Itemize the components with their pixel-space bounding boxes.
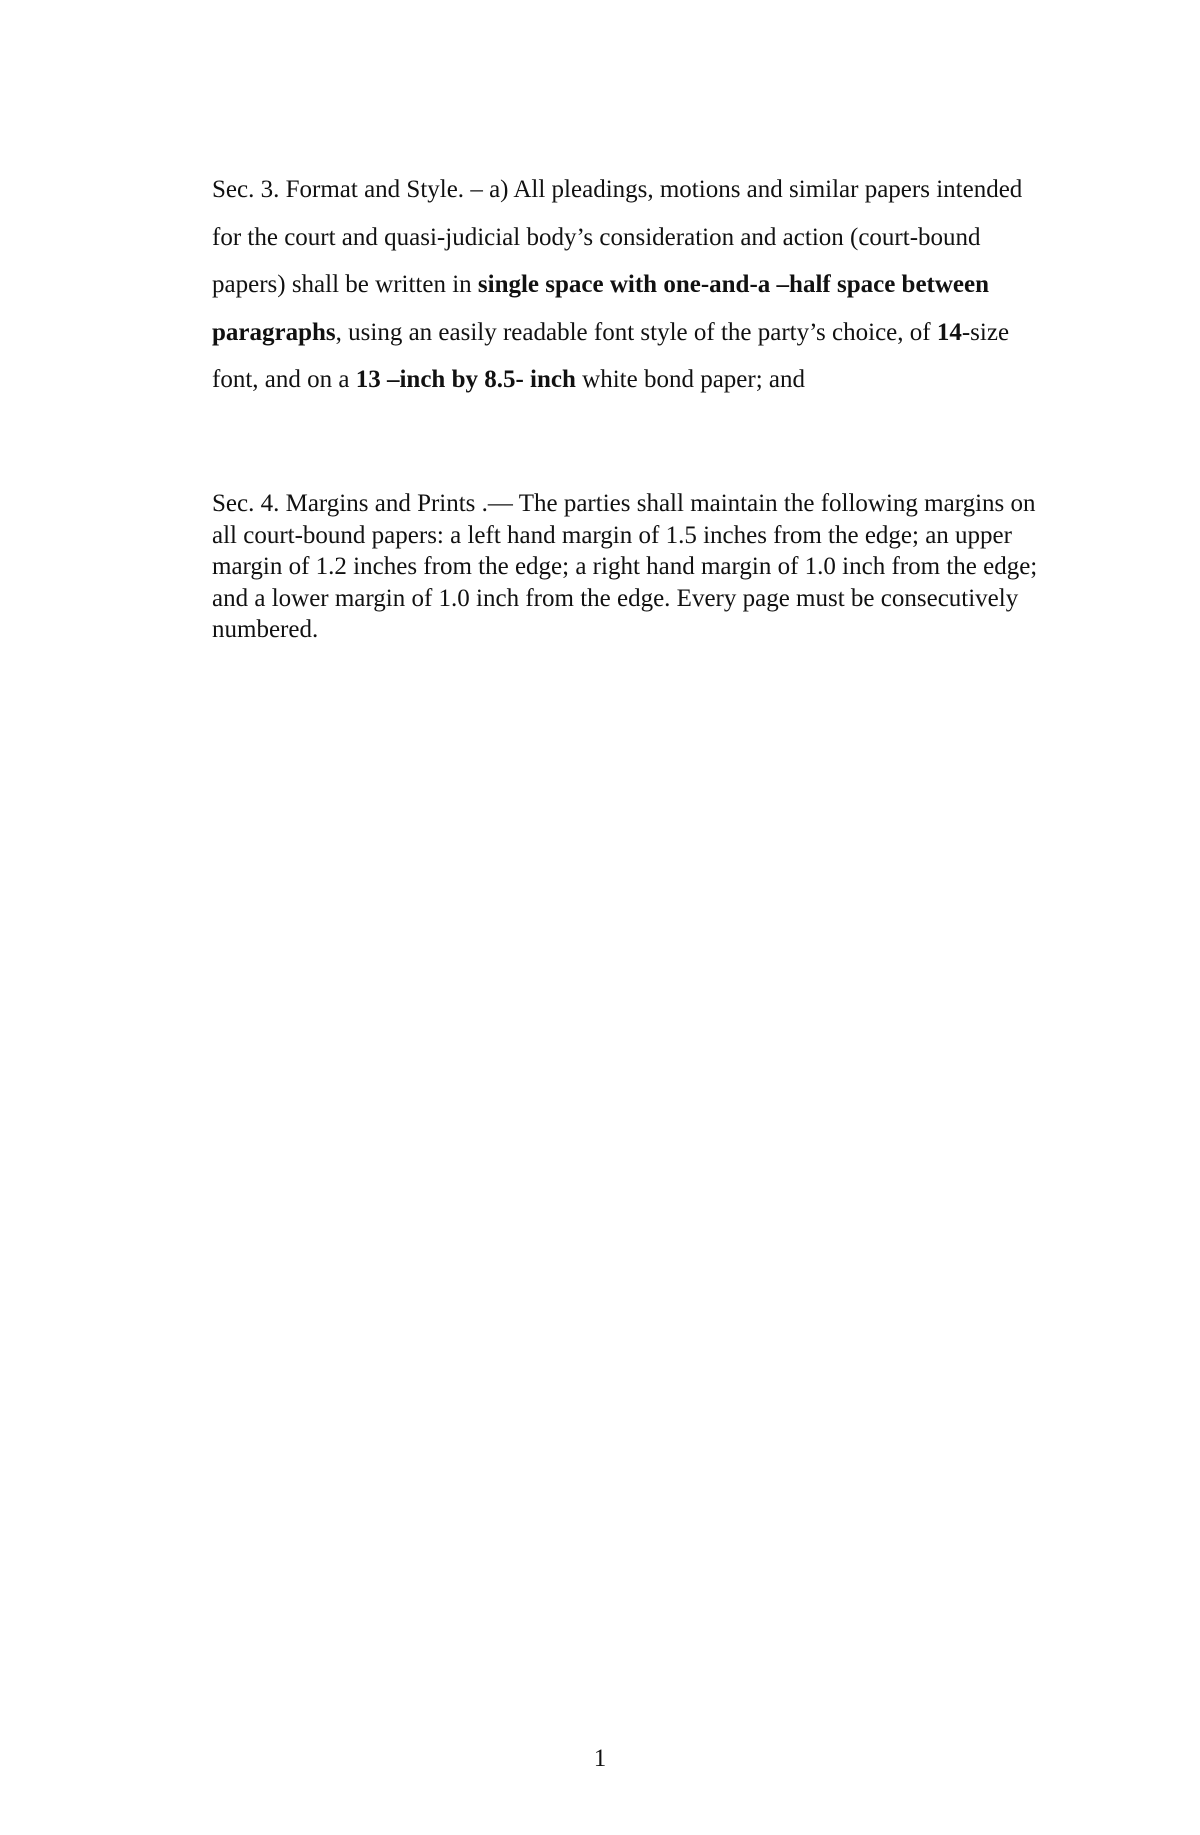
section-3-after-font-size: -size font, and on a bbox=[212, 318, 1010, 393]
section-4-paragraph bbox=[212, 488, 1042, 646]
section-4-heading: Sec. 4. Margins and Prints bbox=[212, 490, 476, 517]
section-3-heading: Sec. 3. Format and Style. bbox=[212, 176, 465, 203]
section-3-bold-font-size: 14 bbox=[936, 318, 962, 346]
section-3-bold-spacing: single space with one-and-a –half space between paragraphs bbox=[212, 271, 990, 346]
section-3-tail: white bond paper; and bbox=[575, 366, 806, 393]
section-3-after-spacing: , using an easily readable font style of the party’s choice, of bbox=[335, 318, 937, 346]
section-3-bold-paper-size: 13 –inch by 8.5- inch bbox=[355, 366, 576, 393]
section-3-lead-text: – a) All pleadings, motions and similar papers intended for the court and quasi-judicial body’s consideration and action (court-bound papers) shall be written in bbox=[212, 176, 1023, 298]
section-4-body: .— The parties shall maintain the following margins on all court-bound papers: a left hand margin of 1.5 inches from the edge; an upper margin of 1.2 inches from the edge; a right hand margin of 1.0 inch from the edge; and a lower margin of 1.0 inch from the edge. Every page must be consecutively numbered. bbox=[212, 490, 1038, 643]
section-3-paragraph bbox=[212, 166, 1042, 404]
page-number: 1 bbox=[593, 1745, 607, 1772]
